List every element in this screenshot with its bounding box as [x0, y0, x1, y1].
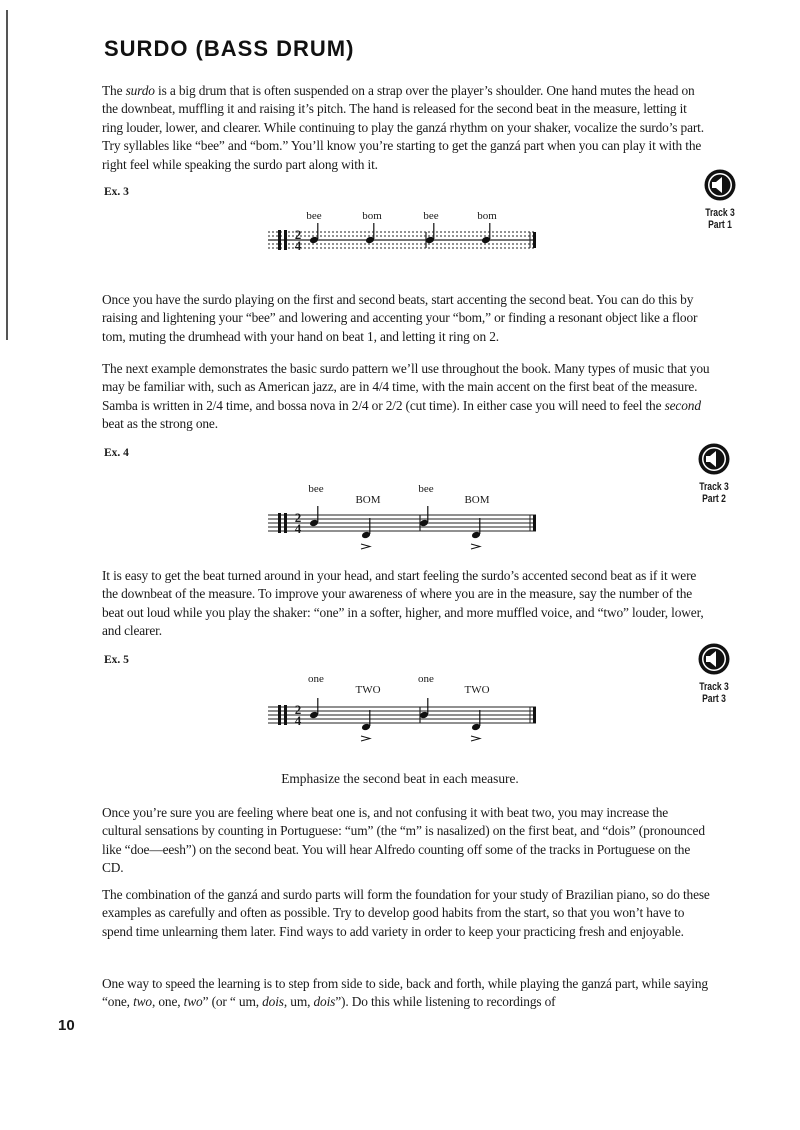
syllable: bom [477, 210, 497, 222]
binding-line [6, 10, 8, 340]
time-signature-top: 2 [294, 227, 302, 242]
time-signature-bottom: 4 [294, 713, 302, 728]
syllable: TWO [464, 684, 490, 696]
paragraph-awareness: It is easy to get the beat turned around in your head, and start feeling the surdo’s accented second beat as if it were the downbeat of the measure. To improve your awareness of where you are in the measure, say the number of the beat out loud while you play the shaker: “one” in a softer, higher, and more muffled voice, and “two” louder, lower, and clearer. [102, 568, 704, 639]
syllable: BOM [464, 494, 490, 506]
time-signature-top: 2 [294, 510, 302, 525]
paragraph-accent: Once you have the surdo playing on the first and second beats, start accenting the second beat. You can do this by raising and lightening your “bee” and lowering and accenting your “bom,” or finding a resonant object like a floor tom, muting the drumhead with your hand on beat 1, and letting it ring on 2. [102, 292, 698, 344]
paragraph-foundation: The combination of the ganzá and surdo parts will form the foundation for your study of Brazilian piano, so do these examples as carefully and often as possible. Try to develop good habits from the start, so that you won’t have to spend time unlearning them later. Find ways to add variety in order to keep your practicing fresh and enjoyable. [102, 887, 710, 939]
syllable: one [418, 673, 434, 685]
time-signature-bottom: 4 [294, 521, 302, 536]
note [309, 506, 319, 527]
music-staff-ex4 [260, 478, 550, 558]
track-part-label: Part 1 [708, 219, 732, 231]
time-signature-top: 2 [294, 702, 302, 717]
audio-speaker-icon[interactable] [703, 168, 737, 202]
section-heading: SURDO (BASS DRUM) [104, 36, 355, 61]
track-label: Track 3 [699, 481, 729, 493]
audio-speaker-icon[interactable] [697, 642, 731, 676]
paragraph-learning: One way to speed the learning is to step from side to side, back and forth, while playing the ganzá part, while saying “one, two, one, two” (or “ um, dois, um, dois”). Do this while listening to recordings of [102, 976, 708, 1010]
track-label: Track 3 [699, 681, 729, 693]
example-label: Ex. 5 [104, 654, 129, 666]
syllable: bee [306, 210, 322, 222]
example-label: Ex. 4 [104, 447, 129, 459]
note [309, 698, 319, 719]
example-label: Ex. 3 [104, 186, 129, 198]
music-staff-ex5 [260, 670, 550, 750]
paragraph-pattern: The next example demonstrates the basic surdo pattern we’ll use throughout the book. Many types of music that you may be familiar with, such as American jazz, are in 4/4 time, with the main accent on the first beat of the measure. Samba is written in 2/4 time, and bossa nova in 2/4 or 2/2 (cut time). In either case you will need to feel the second beat as the strong one. [102, 361, 710, 432]
track-indicator[interactable] [684, 442, 744, 505]
paragraph-portuguese: Once you’re sure you are feeling where beat one is, and not confusing it with beat two, you may increase the cultural sensations by counting in Portuguese: “um” (the “m” is nasalized) on the first beat, and “dois” (pronounced like “doe—eesh”) on the second beat. You will hear Alfredo counting off some of the tracks in Portuguese on the CD. [102, 805, 705, 876]
time-signature-bottom: 4 [294, 238, 302, 253]
page-number: 10 [58, 1017, 75, 1034]
syllable: bee [418, 483, 434, 495]
syllable: bee [308, 483, 324, 495]
note [309, 223, 319, 244]
track-indicator[interactable] [690, 168, 750, 231]
paragraph-intro: The surdo is a big drum that is often suspended on a strap over the player’s shoulder. One hand mutes the head on the downbeat, muffling it and raising it’s pitch. The hand is released for the second beat in the measure, letting it ring louder, lower, and clearer. While continuing to play the ganzá rhythm on your shaker, vocalize the surdo’s part. Try syllables like “bee” and “bom.” You’ll know you’re starting to get the ganzá part when you can play it with the right feel while speaking the surdo part along with it. [102, 83, 704, 172]
syllable: TWO [355, 684, 381, 696]
figure-caption: Emphasize the second beat in each measure. [281, 771, 519, 786]
track-part-label: Part 2 [702, 493, 726, 505]
syllable: bom [362, 210, 382, 222]
note [481, 223, 491, 244]
syllable: bee [423, 210, 439, 222]
syllable: BOM [355, 494, 381, 506]
track-label: Track 3 [705, 207, 735, 219]
track-part-label: Part 3 [702, 693, 726, 705]
audio-speaker-icon[interactable] [697, 442, 731, 476]
note [365, 223, 375, 244]
syllable: one [308, 673, 324, 685]
music-staff-ex3 [260, 205, 550, 285]
track-indicator[interactable] [684, 642, 744, 705]
